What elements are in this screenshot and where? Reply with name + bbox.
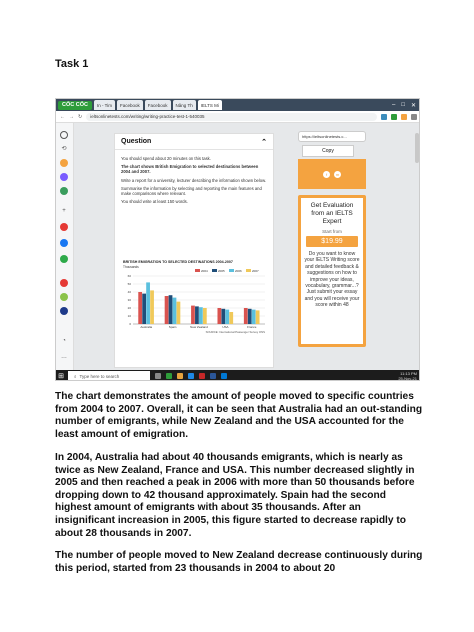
profile-icon[interactable]: [411, 114, 417, 120]
sidebar-app-icon[interactable]: [60, 279, 68, 287]
bar: [244, 308, 248, 324]
legend-swatch: [229, 269, 234, 272]
sidebar-app-icon[interactable]: [60, 307, 68, 315]
question-text: You should write at least 150 words.: [121, 199, 188, 205]
evaluation-description: Do you want to know your IELTS Writing score and detailed feedback & suggestions on how to improve your ideas, vocabulary, grammar...? Just submit your essay and you will receive your score within 48: [304, 251, 360, 309]
x-tick-label: USA: [222, 325, 229, 329]
address-bar: [56, 111, 420, 123]
bar: [165, 296, 169, 324]
taskbar-app-icon[interactable]: [188, 373, 194, 379]
forward-icon[interactable]: →: [69, 113, 74, 120]
question-header[interactable]: [115, 134, 273, 150]
share-url-box[interactable]: https://ieltsonlinetests.c...: [298, 131, 366, 142]
sidebar: [56, 123, 74, 370]
y-tick-label: 50: [127, 282, 131, 286]
clock-date: 25-Nov-21: [398, 376, 417, 381]
bar: [150, 290, 154, 324]
y-tick-label: 30: [127, 298, 131, 302]
question-heading: Question: [121, 138, 152, 145]
browser-tab-bar: [56, 99, 420, 111]
embedded-screenshot: [55, 98, 420, 381]
back-icon[interactable]: ←: [60, 113, 65, 120]
legend-label: 2004: [201, 269, 208, 273]
add-icon[interactable]: +: [62, 208, 66, 214]
browser-brand: CỐC CỐC: [58, 101, 92, 110]
target-icon[interactable]: [60, 131, 68, 139]
bar: [138, 292, 142, 324]
close-icon[interactable]: ✕: [410, 102, 416, 109]
extension-icon[interactable]: [391, 114, 397, 120]
emigration-chart: [121, 258, 269, 338]
taskbar-clock[interactable]: [398, 371, 420, 381]
legend-swatch: [246, 269, 251, 272]
sidebar-app-icon[interactable]: [60, 255, 68, 263]
taskbar-search[interactable]: [68, 371, 150, 381]
x-tick-label: Spain: [168, 325, 177, 329]
question-text: You should spend about 20 minutes on this task.: [121, 156, 211, 161]
y-tick-label: 10: [127, 314, 131, 318]
bar: [229, 312, 233, 324]
word-icon[interactable]: [210, 373, 216, 379]
legend-label: 2005: [218, 269, 225, 273]
bar: [217, 308, 221, 324]
share-panel: [298, 159, 366, 189]
browser-tab[interactable]: Nâng Th: [173, 100, 196, 110]
x-tick-label: Australia: [140, 325, 153, 329]
essay-paragraph: The number of people moved to New Zealand decrease continuously during this period, started from 23 thousands in 2004 to about 20: [55, 550, 423, 574]
question-text: Summarise the information by selecting and reporting the main features and make comparisons where relevant.: [121, 185, 262, 197]
facebook-icon[interactable]: [60, 239, 68, 247]
chart-ylabel: Thousands: [123, 265, 139, 269]
browser-taskbar-icon[interactable]: [166, 373, 172, 379]
bar: [252, 310, 256, 324]
bar: [199, 307, 203, 324]
chart-svg: [121, 258, 269, 338]
reload-icon[interactable]: ↻: [78, 113, 83, 120]
browser-tab[interactable]: In - Tim: [94, 100, 115, 110]
game-icon[interactable]: [60, 187, 68, 195]
chart-source: SOURCE: International Passenger Survey ONS: [205, 330, 265, 334]
bar: [221, 309, 225, 324]
y-tick-label: 20: [127, 306, 131, 310]
bar: [142, 294, 146, 324]
y-tick-label: 40: [127, 290, 131, 294]
browser-tab[interactable]: Facebook: [145, 100, 171, 110]
history-icon[interactable]: ⟲: [61, 146, 67, 152]
windows-taskbar: [56, 370, 420, 381]
window-controls: [392, 102, 420, 109]
extension-icon[interactable]: [401, 114, 407, 120]
bar: [177, 302, 181, 324]
taskbar-app-icon[interactable]: [199, 373, 205, 379]
price-button[interactable]: $19.99: [306, 236, 358, 247]
bar: [169, 295, 173, 324]
bar: [256, 310, 260, 324]
question-card: [114, 133, 274, 368]
sidebar-app-icon[interactable]: [60, 293, 68, 301]
chevron-up-icon[interactable]: ⌃: [261, 138, 267, 146]
youtube-icon[interactable]: [60, 223, 68, 231]
x-tick-label: New Zealand: [190, 325, 208, 329]
copy-button[interactable]: Copy: [302, 145, 354, 157]
bar: [146, 282, 150, 324]
y-tick-label: 0: [129, 322, 131, 326]
task-view-icon[interactable]: [155, 373, 161, 379]
task-title: Task 1: [55, 58, 89, 70]
question-text: The chart shows British Emigration to selected destinations between 2004 and 2007.: [121, 164, 259, 175]
chart-title: BRITISH EMIGRATION TO SELECTED DESTINATIONS 2004-2007: [123, 260, 233, 264]
browser-tab-active[interactable]: IELTS Mi: [198, 100, 222, 110]
bar: [191, 306, 195, 324]
evaluation-card: [298, 195, 366, 347]
bar: [203, 308, 207, 324]
bar: [195, 306, 199, 324]
right-panel: [298, 131, 366, 347]
start-from-label: Start from: [322, 229, 342, 234]
extension-icon[interactable]: [381, 114, 387, 120]
maximize-icon[interactable]: □: [401, 101, 405, 108]
legend-label: 2007: [252, 269, 259, 273]
clock-time: 11:13 PM: [400, 371, 417, 376]
evaluation-title: Get Evaluation from an IELTS Expert: [310, 202, 354, 225]
bar: [248, 309, 252, 324]
essay-paragraph: The chart demonstrates the amount of people moved to specific countries from 2004 to 2007. Overall, it can be seen that Australia had an out-standing number of emigrants, while New Zealand and the USA accounted for the least amount of emigration.: [55, 391, 423, 440]
taskbar-search-placeholder: Type here to search: [79, 373, 120, 379]
messenger-share-icon[interactable]: m: [335, 171, 340, 177]
question-body: [115, 150, 273, 204]
facebook-share-icon[interactable]: f: [323, 171, 330, 178]
messenger-icon[interactable]: [60, 173, 68, 181]
legend-swatch: [195, 269, 200, 272]
bar: [225, 310, 229, 324]
taskbar-app-icon[interactable]: [221, 373, 227, 379]
y-tick-label: 60: [127, 274, 131, 278]
essay-paragraph: In 2004, Australia had about 40 thousands emigrants, which is nearly as twice as New Zealand, France and USA. This number decreased slightly in 2005 and then reached a peak in 2006 with more than 50 thousands before dropping down to 42 thousand approximately. Spain had the second highest amount of emigrants with about 35 thousands. After an insignificant increasion in 2005, this figure started to decrease rapidly to about 28 thousands in 2007.: [55, 452, 415, 539]
page-content: [74, 123, 420, 370]
question-text: Write a report for a university, lecturer describing the information shown below.: [121, 177, 267, 183]
crown-icon[interactable]: [60, 159, 68, 167]
url-field[interactable]: ieltsonlinetests.com/writing/writing-practice-test-1-540035: [86, 113, 377, 121]
more-icon[interactable]: …: [61, 354, 67, 360]
folder-icon[interactable]: [177, 373, 183, 379]
windows-start-icon[interactable]: ⊞: [58, 373, 64, 380]
scrollbar[interactable]: [415, 133, 419, 163]
bell-icon[interactable]: ◔: [62, 338, 66, 344]
legend-swatch: [212, 269, 217, 272]
browser-tab[interactable]: Facebook: [117, 100, 143, 110]
x-tick-label: France: [247, 325, 257, 329]
legend-label: 2006: [235, 269, 242, 273]
search-icon: ⌕: [74, 373, 77, 379]
bar: [173, 298, 177, 324]
minimize-icon[interactable]: –: [392, 101, 396, 108]
